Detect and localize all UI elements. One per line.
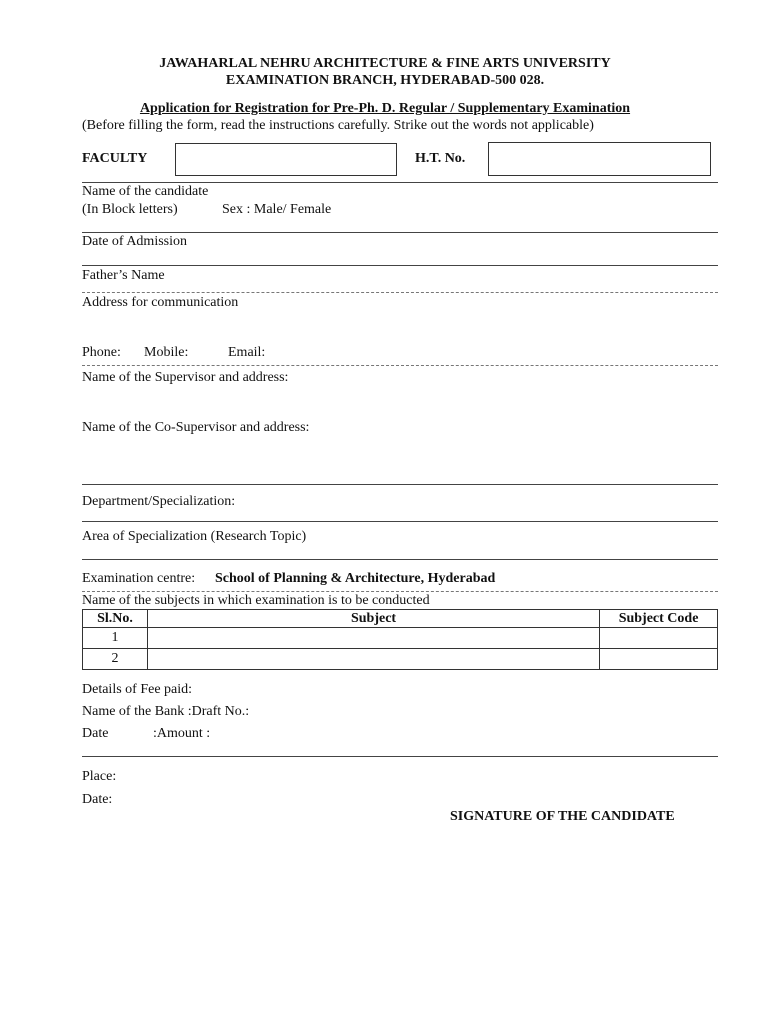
row-slno: 1 [83,628,148,649]
area-label: Area of Specialization (Research Topic) [82,529,307,544]
mobile-label: Mobile: [144,345,189,360]
form-instructions: (Before filling the form, read the instructions carefully. Strike out the words not applicable) [82,118,594,133]
ht-no-input-box[interactable] [488,142,711,176]
divider [82,756,718,757]
divider [82,292,718,293]
divider [82,521,718,522]
signature-label: SIGNATURE OF THE CANDIDATE [450,809,675,824]
exam-centre-value: School of Planning & Architecture, Hyderabad [215,571,496,586]
place-label: Place: [82,769,117,784]
subjects-table [82,609,718,670]
row-code-cell[interactable] [600,649,718,670]
table-header-row [83,610,718,628]
exam-centre-label: Examination centre: [82,571,196,586]
email-label: Email: [228,345,266,360]
department-label: Department/Specialization: [82,494,236,509]
table-row [83,628,718,649]
subjects-heading: Name of the subjects in which examination is to be conducted [82,593,430,608]
date-label: Date: [82,792,113,807]
date-admission-label: Date of Admission [82,234,187,249]
col-header-slno: Sl.No. [83,610,148,628]
fee-date-label: Date [82,726,109,741]
bank-draft-label: Name of the Bank :Draft No.: [82,704,250,719]
address-label: Address for communication [82,295,239,310]
row-subject-cell[interactable] [147,628,599,649]
col-header-subject: Subject [147,610,599,628]
fee-amount-label: :Amount : [153,726,211,741]
fee-details-label: Details of Fee paid: [82,682,193,697]
divider [82,559,718,560]
name-candidate-label: Name of the candidate [82,184,209,199]
father-name-label: Father’s Name [82,268,165,283]
examination-branch: EXAMINATION BRANCH, HYDERABAD-500 028. [225,73,545,88]
divider [82,591,718,592]
table-row [83,649,718,670]
ht-no-label: H.T. No. [415,151,466,166]
phone-label: Phone: [82,345,121,360]
row-subject-cell[interactable] [147,649,599,670]
divider [82,232,718,233]
block-letters-label: (In Block letters) [82,202,178,217]
supervisor-label: Name of the Supervisor and address: [82,370,289,385]
faculty-input-box[interactable] [175,143,397,176]
divider [82,365,718,366]
divider [82,182,718,183]
divider [82,484,718,485]
row-code-cell[interactable] [600,628,718,649]
university-name: JAWAHARLAL NEHRU ARCHITECTURE & FINE ARTS UNIVERSITY [159,56,611,71]
co-supervisor-label: Name of the Co-Supervisor and address: [82,420,310,435]
divider [82,265,718,266]
row-slno: 2 [83,649,148,670]
sex-label: Sex : Male/ Female [222,202,332,217]
faculty-label: FACULTY [82,151,148,166]
form-title: Application for Registration for Pre-Ph. D. Regular / Supplementary Examination [139,101,631,116]
col-header-subject-code: Subject Code [600,610,718,628]
